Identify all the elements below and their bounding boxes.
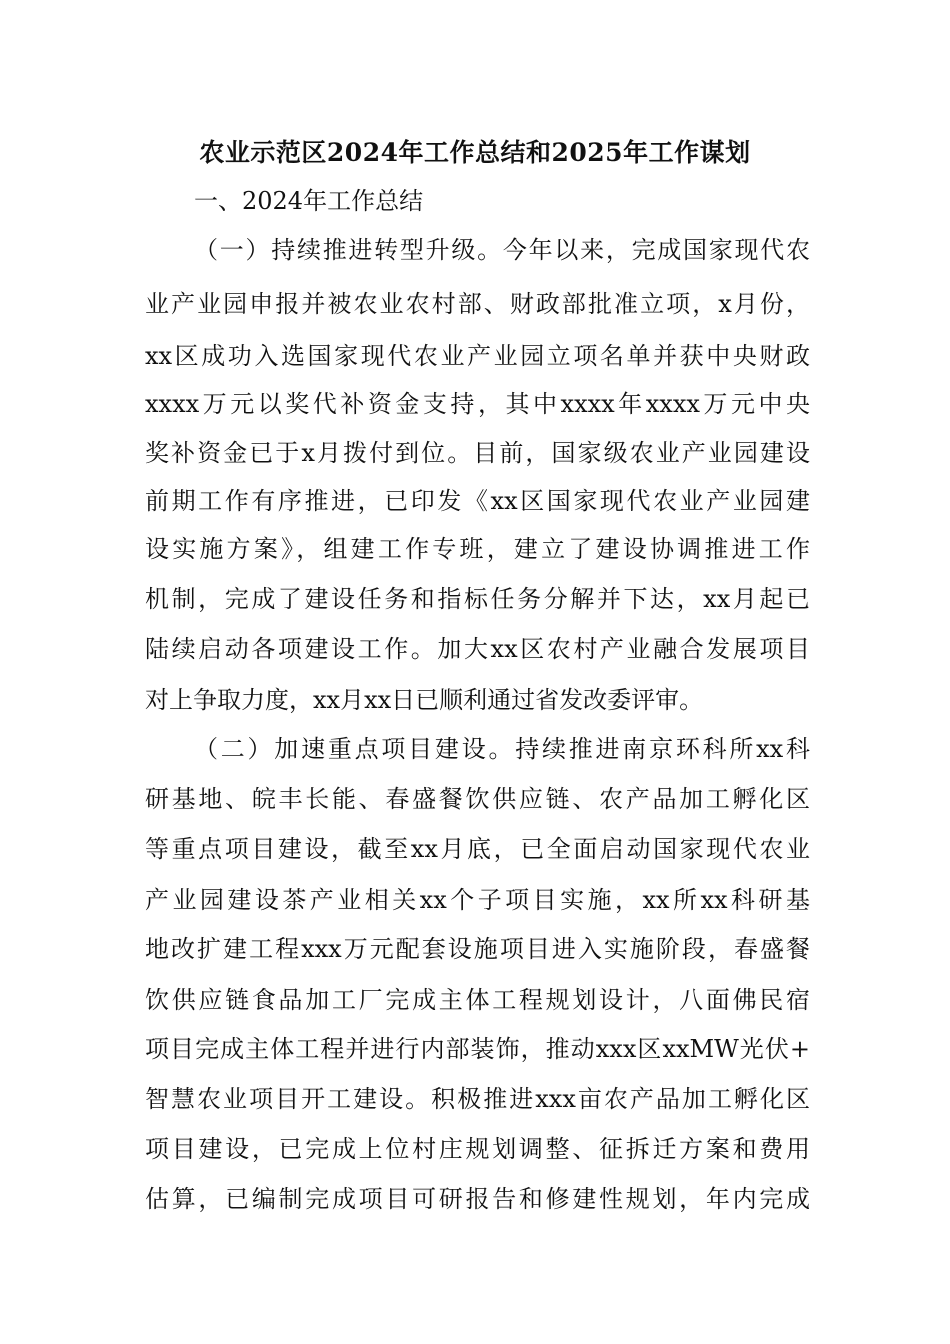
paragraph-line: 业产业园申报并被农业农村部、财政部批准立项，x月份， xyxy=(145,290,810,318)
paragraph-line: 前期工作有序推进，已印发《xx区国家现代农业产业园建 xyxy=(145,487,810,515)
paragraph-line: 陆续启动各项建设工作。加大xx区农村产业融合发展项目 xyxy=(145,635,810,663)
paragraph-line: 项目建设，已完成上位村庄规划调整、征拆迁方案和费用 xyxy=(145,1135,810,1163)
paragraph-line: 估算，已编制完成项目可研报告和修建性规划，年内完成 xyxy=(145,1185,810,1213)
document-title: 农业示范区2024年工作总结和2025年工作谋划 xyxy=(199,138,751,167)
paragraph-line: xx区成功入选国家现代农业产业园立项名单并获中央财政 xyxy=(145,342,810,370)
paragraph-line: 项目完成主体工程并进行内部装饰，推动xxx区xxMW光伏+ xyxy=(145,1035,810,1063)
paragraph-line: 智慧农业项目开工建设。积极推进xxx亩农产品加工孵化区 xyxy=(145,1085,810,1113)
paragraph-line: 机制，完成了建设任务和指标任务分解并下达，xx月起已 xyxy=(145,585,810,613)
paragraph-line: 奖补资金已于x月拨付到位。目前，国家级农业产业园建设 xyxy=(145,439,810,467)
section-heading: 一、2024年工作总结 xyxy=(194,187,424,215)
paragraph-line: 等重点项目建设，截至xx月底，已全面启动国家现代农业 xyxy=(145,835,810,863)
paragraph-line: （二）加速重点项目建设。持续推进南京环科所xx科 xyxy=(194,735,810,763)
paragraph-line: 产业园建设茶产业相关xx个子项目实施，xx所xx科研基 xyxy=(145,886,810,914)
paragraph-line: xxxx万元以奖代补资金支持，其中xxxx年xxxx万元中央 xyxy=(145,390,810,418)
paragraph-line: 设实施方案》，组建工作专班，建立了建设协调推进工作 xyxy=(145,535,810,563)
paragraph-line: 饮供应链食品加工厂完成主体工程规划设计，八面佛民宿 xyxy=(145,986,810,1014)
paragraph-line: 地改扩建工程xxx万元配套设施项目进入实施阶段，春盛餐 xyxy=(145,935,810,963)
paragraph-line: 研基地、皖丰长能、春盛餐饮供应链、农产品加工孵化区 xyxy=(145,785,810,813)
paragraph-line: 对上争取力度，xx月xx日已顺利通过省发改委评审。 xyxy=(145,686,704,714)
paragraph-line: （一）持续推进转型升级。今年以来，完成国家现代农 xyxy=(194,236,810,264)
